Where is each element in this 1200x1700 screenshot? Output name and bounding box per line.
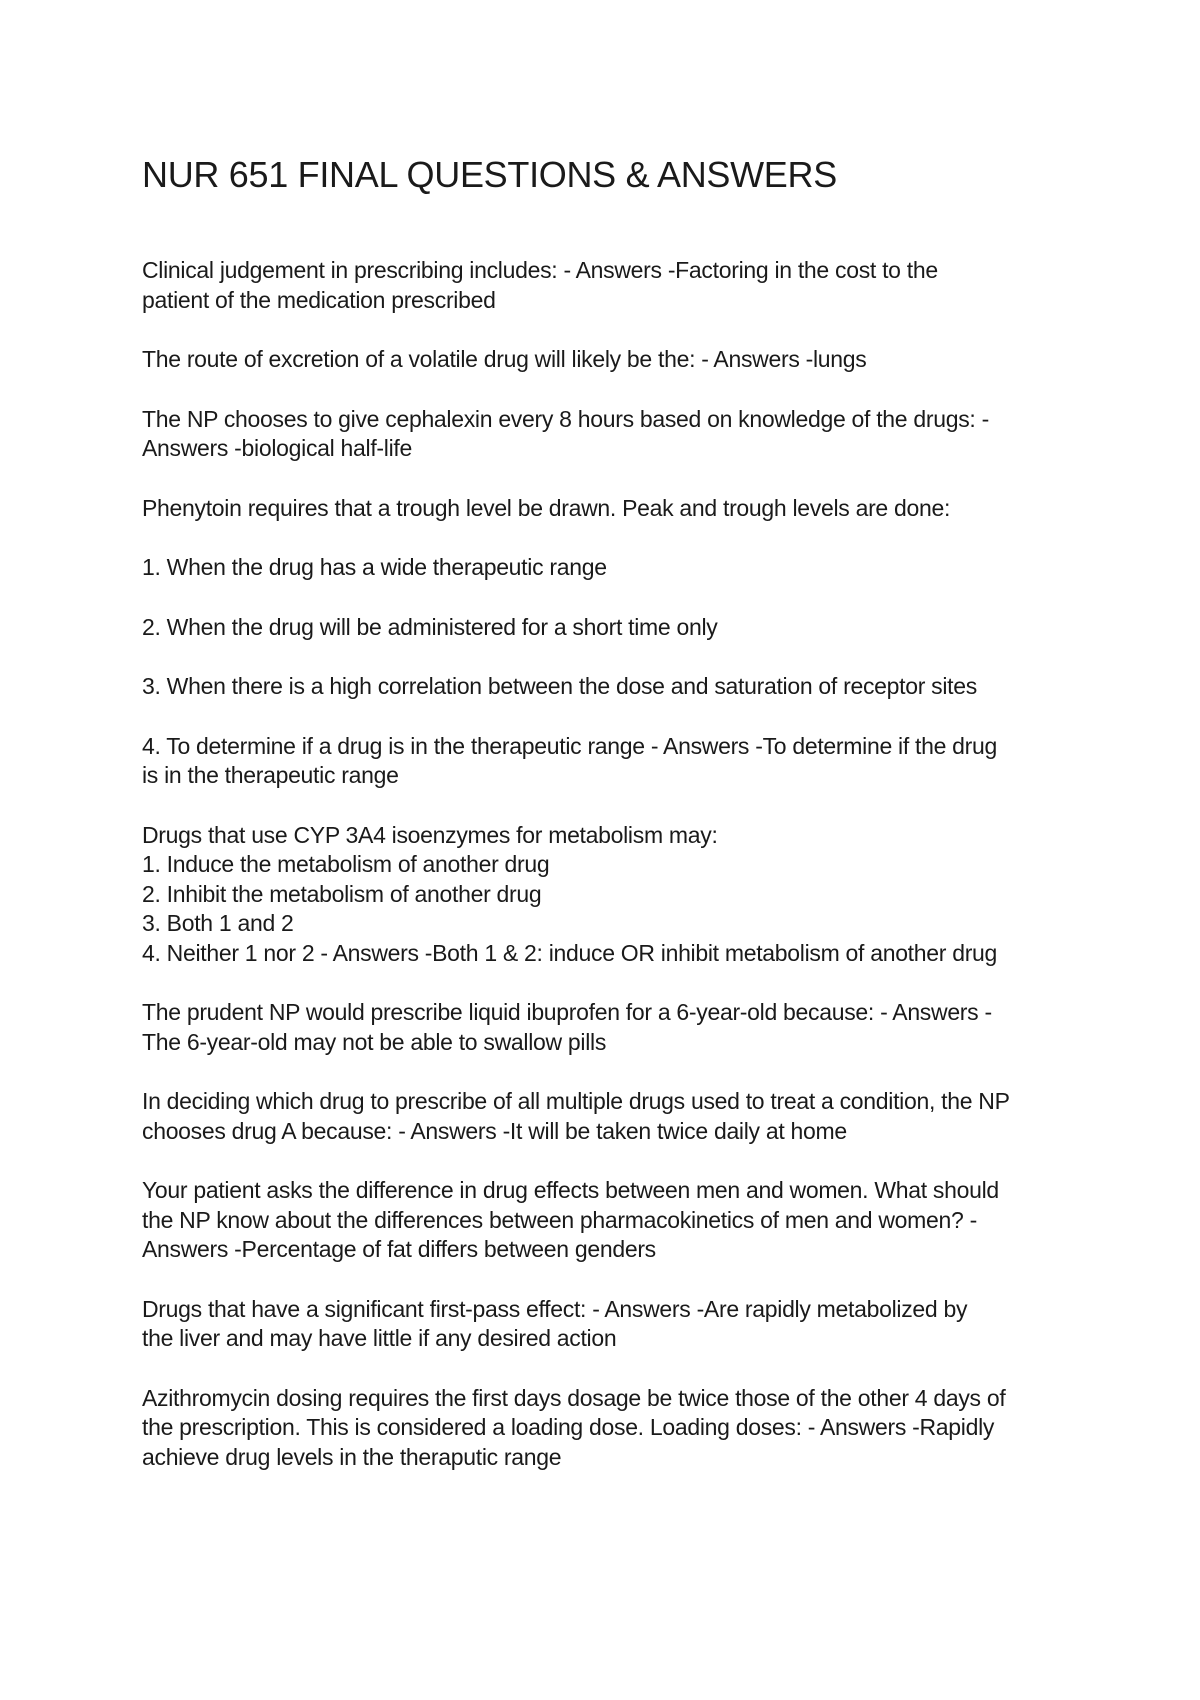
text-line: The 6-year-old may not be able to swallow pills — [142, 1028, 607, 1055]
text-line: 3. When there is a high correlation between the dose and saturation of receptor sites — [142, 673, 977, 699]
text-line: Drugs that have a significant first-pass effect: - Answers -Are rapidly metabolized by — [142, 1295, 968, 1322]
qa-paragraph — [142, 405, 1072, 464]
text-line: 1. Induce the metabolism of another drug — [142, 851, 550, 877]
text-line: the liver and may have little if any desired action — [142, 1325, 617, 1351]
document-title: NUR 651 FINAL QUESTIONS & ANSWERS — [142, 154, 837, 195]
text-line: patient of the medication prescribed — [142, 286, 496, 313]
text-line: In deciding which drug to prescribe of all multiple drugs used to treat a condition, the NP — [142, 1088, 1010, 1114]
qa-paragraph — [142, 553, 1072, 583]
text-line: 4. Neither 1 nor 2 - Answers -Both 1 & 2: induce OR inhibit metabolism of another drug — [142, 939, 998, 966]
text-line: 2. Inhibit the metabolism of another drug — [142, 880, 542, 907]
text-line: The prudent NP would prescribe liquid ibuprofen for a 6-year-old because: - Answers - — [142, 999, 992, 1025]
qa-paragraph — [142, 1384, 1072, 1473]
qa-paragraph — [142, 998, 1072, 1057]
text-line: The NP chooses to give cephalexin every 8 hours based on knowledge of the drugs: - — [142, 405, 989, 432]
qa-paragraph — [142, 256, 1072, 315]
text-line: the NP know about the differences between pharmacokinetics of men and women? - — [142, 1206, 977, 1233]
qa-paragraph — [142, 672, 1072, 702]
text-line: 3. Both 1 and 2 — [142, 910, 294, 936]
text-line: the prescription. This is considered a loading dose. Loading doses: - Answers -Rapidly — [142, 1414, 995, 1440]
qa-paragraph — [142, 1295, 1072, 1354]
qa-paragraph — [142, 732, 1072, 791]
qa-paragraph — [142, 821, 1072, 969]
qa-paragraph — [142, 1087, 1072, 1146]
text-line: Phenytoin requires that a trough level be drawn. Peak and trough levels are done: — [142, 494, 951, 521]
text-line: The route of excretion of a volatile drug will likely be the: - Answers -lungs — [142, 346, 867, 372]
qa-paragraph — [142, 613, 1072, 643]
text-line: Azithromycin dosing requires the first days dosage be twice those of the other 4 days of — [142, 1384, 1006, 1411]
qa-paragraph — [142, 345, 1072, 375]
text-line: chooses drug A because: - Answers -It will be taken twice daily at home — [142, 1117, 847, 1144]
text-line: Clinical judgement in prescribing includes: - Answers -Factoring in the cost to the — [142, 257, 938, 283]
text-line: is in the therapeutic range — [142, 762, 399, 788]
text-line: 2. When the drug will be administered for a short time only — [142, 613, 718, 640]
text-line: Answers -Percentage of fat differs between genders — [142, 1236, 656, 1262]
text-line: Answers -biological half-life — [142, 435, 412, 461]
text-line: Your patient asks the difference in drug effects between men and women. What should — [142, 1177, 999, 1203]
text-line: 4. To determine if a drug is in the therapeutic range - Answers -To determine if the drug — [142, 732, 998, 759]
text-line: 1. When the drug has a wide therapeutic range — [142, 554, 607, 580]
text-line: achieve drug levels in the theraputic range — [142, 1443, 562, 1470]
qa-paragraph — [142, 494, 1072, 524]
qa-paragraph — [142, 1176, 1072, 1265]
text-line: Drugs that use CYP 3A4 isoenzymes for metabolism may: — [142, 821, 718, 848]
document-body — [142, 256, 1072, 1502]
